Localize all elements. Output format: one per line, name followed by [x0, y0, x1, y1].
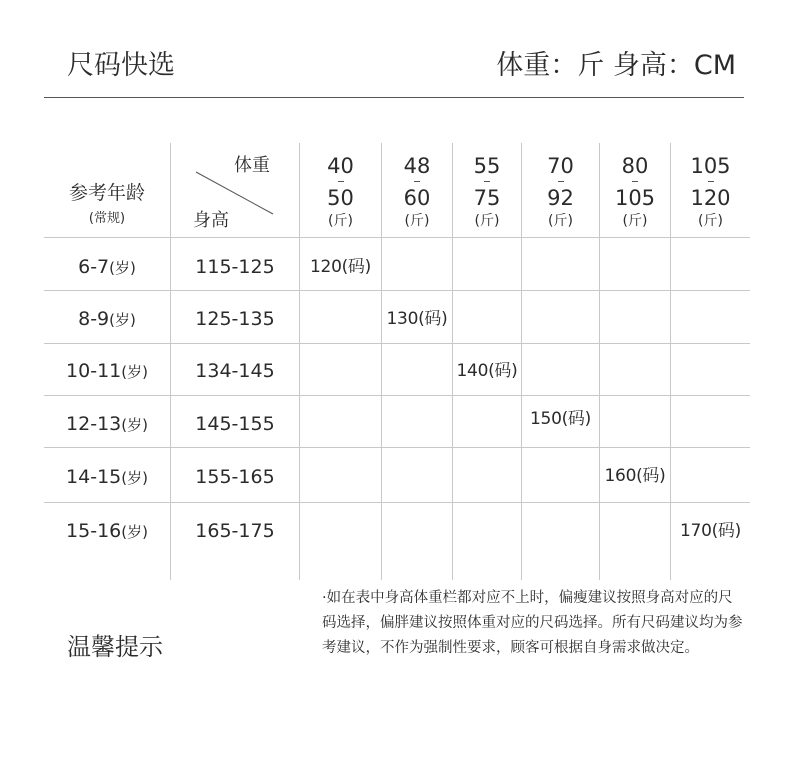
row-age [44, 411, 170, 438]
row-height-range: 145-155 [195, 413, 275, 435]
weight-min: 105 [690, 154, 731, 178]
weight-max: 92 [522, 184, 599, 212]
weight-unit: (斤) [404, 213, 430, 229]
age-unit: (岁) [109, 259, 136, 277]
weight-max: 50 [300, 184, 381, 212]
weight-min: 80 [621, 154, 649, 178]
recommended-size: 120(码) [310, 257, 371, 277]
age-unit: (岁) [121, 469, 148, 487]
row-height-range: 134-145 [195, 360, 275, 382]
age-range: 10-11 [66, 360, 122, 382]
weight-column-header [522, 152, 599, 230]
age-unit: (岁) [121, 416, 148, 434]
weight-column-header [382, 152, 452, 230]
weight-min: 40 [327, 154, 354, 178]
age-unit: (岁) [121, 523, 148, 541]
page-title: 尺码快选 [67, 50, 175, 81]
weight-max: 75 [453, 184, 521, 212]
recommended-size: 150(码) [530, 409, 591, 429]
weight-min: 48 [403, 154, 431, 178]
recommended-size: 140(码) [456, 361, 518, 381]
age-unit: (岁) [121, 363, 148, 381]
row-age [44, 518, 170, 545]
row-age [44, 358, 170, 385]
weight-unit: (斤) [548, 213, 573, 229]
row-age [44, 464, 170, 491]
age-range: 15-16 [66, 520, 122, 542]
row-height-range: 115-125 [195, 256, 275, 278]
age-range: 6-7 [78, 256, 110, 278]
weight-column-header [671, 152, 750, 230]
row-age [44, 306, 170, 333]
weight-unit: (斤) [328, 213, 353, 229]
recommended-size: 170(码) [680, 521, 741, 541]
weight-max: 60 [382, 184, 452, 212]
weight-min: 70 [547, 154, 574, 178]
row-age [44, 254, 170, 281]
age-unit: (岁) [109, 311, 136, 329]
age-range: 8-9 [78, 308, 110, 330]
row-height-range: 165-175 [195, 520, 275, 542]
age-range: 12-13 [66, 413, 122, 435]
weight-column-header [453, 152, 521, 230]
weight-max: 120 [671, 184, 750, 212]
tips-label: 温馨提示 [67, 633, 163, 661]
recommended-size: 160(码) [604, 466, 666, 486]
age-column-header: 参考年龄 [68, 182, 145, 204]
weight-unit: (斤) [698, 213, 723, 229]
weight-min: 55 [473, 154, 501, 178]
weight-axis-label: 体重 [234, 155, 270, 176]
weight-max: 105 [600, 184, 670, 212]
age-range: 14-15 [66, 466, 122, 488]
weight-unit: (斤) [622, 213, 648, 229]
units-legend: 体重：斤 身高：CM [496, 50, 736, 81]
age-column-subheader: (常规) [88, 211, 126, 226]
row-height-range: 125-135 [195, 308, 275, 330]
weight-unit: (斤) [474, 213, 500, 229]
height-axis-label: 身高 [193, 210, 229, 231]
tips-text: ·如在表中身高体重栏都对应不上时，偏瘦建议按照身高对应的尺码选择，偏胖建议按照体重对应的尺码选择。所有尺码建议均为参考建议，不作为强制性要求，顾客可根据自身需求做决定。 [322, 590, 743, 656]
weight-column-header [600, 152, 670, 230]
weight-column-header [300, 152, 381, 230]
recommended-size: 130(码) [386, 309, 448, 329]
row-height-range: 155-165 [195, 466, 275, 488]
